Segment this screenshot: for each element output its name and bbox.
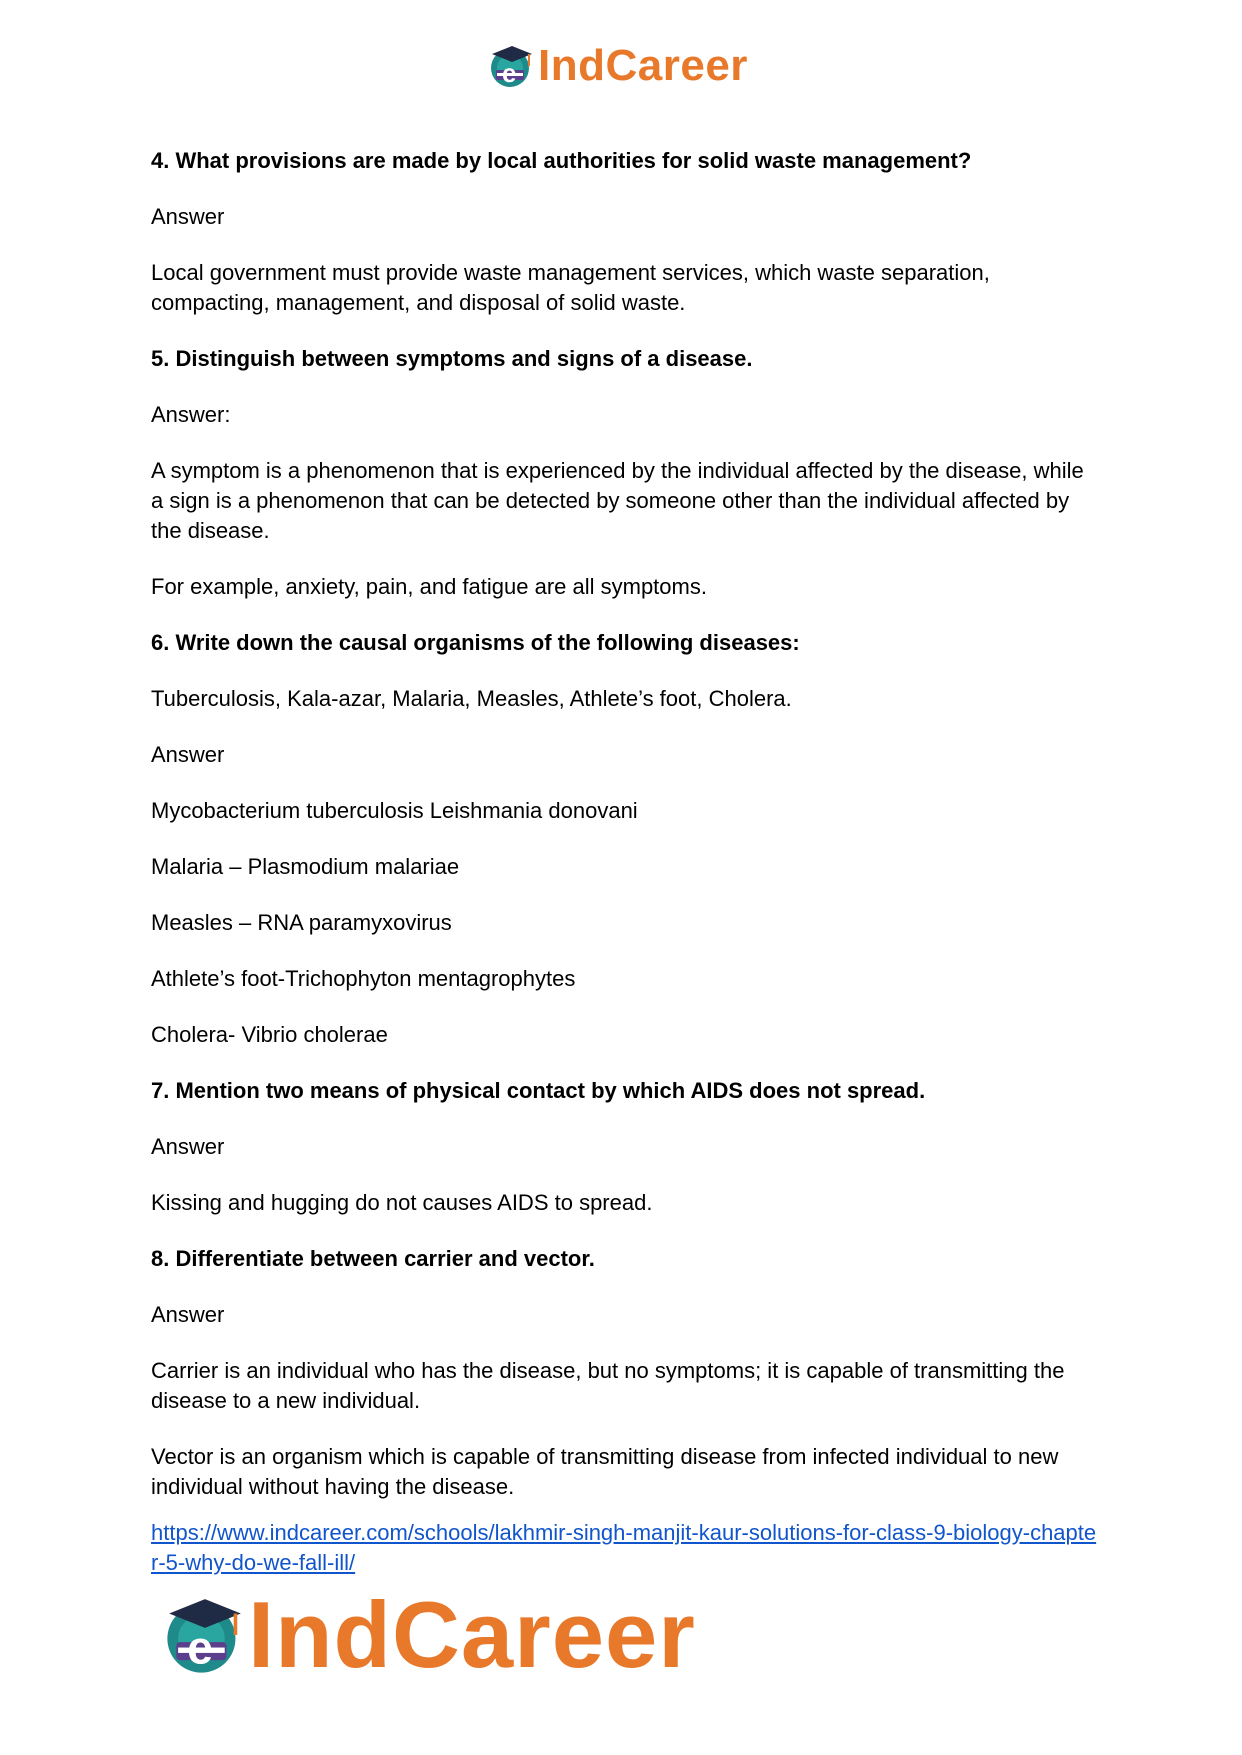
header-logo [488,40,768,92]
graduation-cap-emblem-icon [162,1592,248,1678]
question-8: 8. Differentiate between carrier and vector. [151,1246,595,1271]
question-6: 6. Write down the causal organisms of the following diseases: [151,630,800,655]
svg-text:e: e [502,58,517,88]
svg-text:e: e [187,1621,213,1674]
answer-6-item: Cholera- Vibrio cholerae [151,1022,388,1047]
answer-8-vector: Vector is an organism which is capable of transmitting disease from infected individual to new individual without having the disease. [151,1444,1059,1499]
question-6-list: Tuberculosis, Kala-azar, Malaria, Measles, Athlete’s foot, Cholera. [151,686,792,711]
question-4: 4. What provisions are made by local authorities for solid waste management? [151,148,972,173]
answer-6-item: Athlete’s foot-Trichophyton mentagrophytes [151,966,576,991]
graduation-cap-emblem-icon [488,42,536,90]
answer-4: Local government must provide waste management services, which waste separation, compacting, management, and disposal of solid waste. [151,260,990,315]
question-7: 7. Mention two means of physical contact by which AIDS does not spread. [151,1078,926,1103]
answer-label-8: Answer [151,1302,225,1327]
footer-logo [162,1582,722,1687]
document-body [151,146,1101,1578]
answer-label-7: Answer [151,1134,225,1159]
source-link[interactable]: https://www.indcareer.com/schools/lakhmir-singh-manjit-kaur-solutions-for-class-9-biology-chapter-5-why-do-we-fall-ill/ [151,1520,1097,1575]
answer-6-item: Mycobacterium tuberculosis Leishmania donovani [151,798,638,823]
answer-6-item: Measles – RNA paramyxovirus [151,910,452,935]
brand-wordmark: IndCareer [248,1582,696,1687]
answer-label-6: Answer [151,742,225,767]
answer-7: Kissing and hugging do not causes AIDS to spread. [151,1190,653,1215]
brand-wordmark: IndCareer [538,41,748,90]
answer-8-carrier: Carrier is an individual who has the disease, but no symptoms; it is capable of transmitting the disease to a new individual. [151,1358,1065,1413]
answer-5: A symptom is a phenomenon that is experienced by the individual affected by the disease, while a sign is a phenomenon that can be detected by someone other than the individual affected by the disease. [151,458,1084,543]
question-5: 5. Distinguish between symptoms and signs of a disease. [151,346,753,371]
answer-6-item: Malaria – Plasmodium malariae [151,854,460,879]
answer-label-4: Answer [151,204,225,229]
answer-5-example: For example, anxiety, pain, and fatigue are all symptoms. [151,574,707,599]
answer-label-5: Answer: [151,402,231,427]
